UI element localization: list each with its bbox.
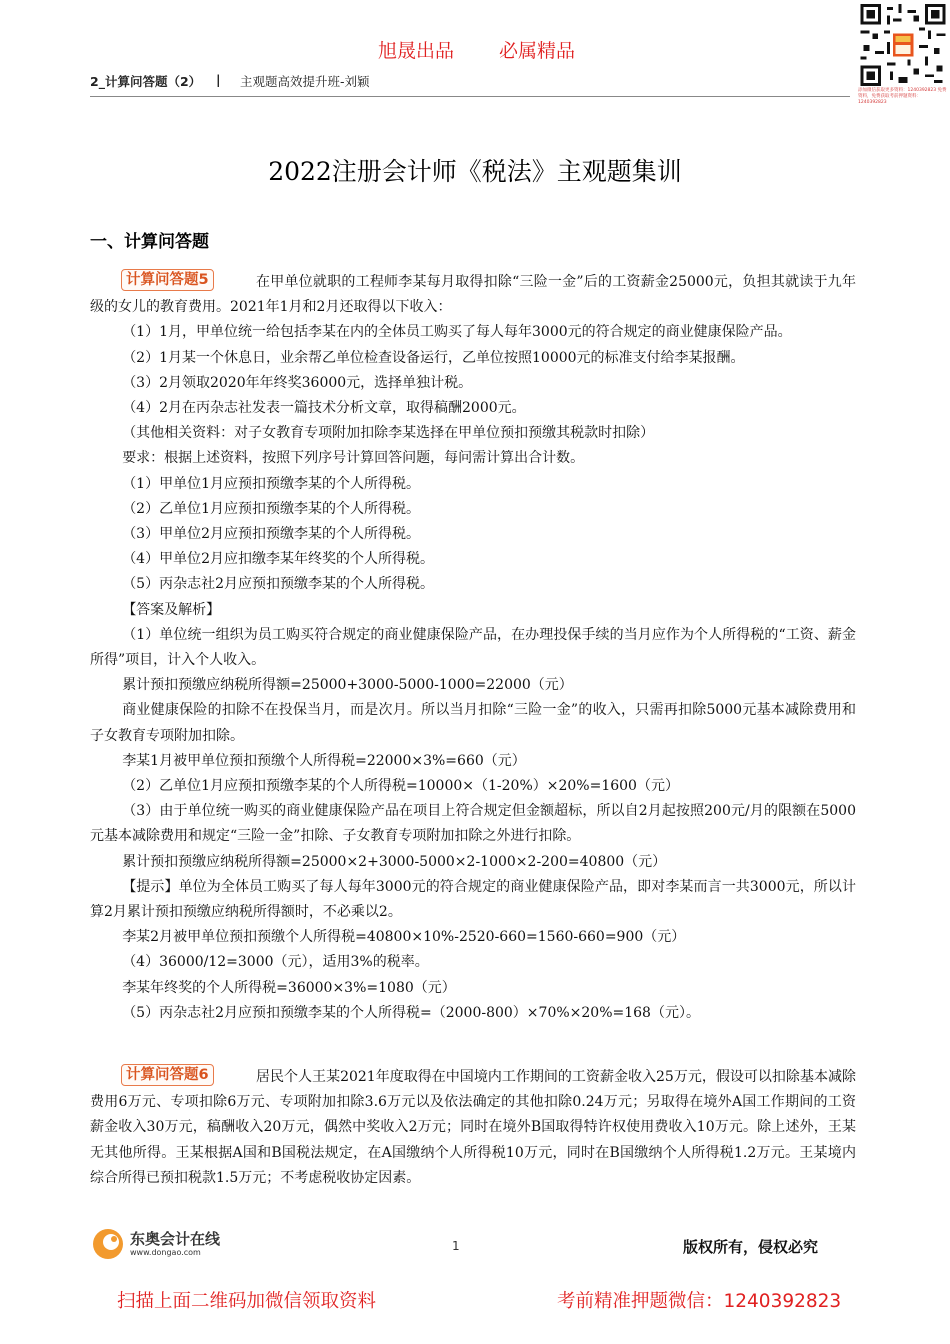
question-5-ask: （2）乙单位1月应预扣预缴李某的个人所得税。 <box>122 500 421 517</box>
question-5-item: （3）2月领取2020年年终奖36000元，选择单独计税。 <box>122 374 473 391</box>
question-5-ask: （1）甲单位1月应预扣预缴李某的个人所得税。 <box>122 475 421 492</box>
question-5-ask: （3）甲单位2月应预扣预缴李某的个人所得税。 <box>122 526 421 543</box>
section-title: 一、计算问答题 <box>90 232 209 252</box>
answer-paragraph: 李某2月被甲单位预扣预缴个人所得税=40800×10%-2520-660=1560-660=900（元） <box>122 929 686 946</box>
header-course: 主观题高效提升班-刘颖 <box>240 74 370 89</box>
question-5-body <box>90 270 856 1026</box>
question-6-badge: 计算问答题6 <box>121 1064 214 1086</box>
answer-paragraph: （1）单位统一组织为员工购买符合规定的商业健康保险产品，在办理投保手续的当月应作为个人所得税的“工资、薪金所得”项目，计入个人收入。 <box>90 626 856 669</box>
question-5-item: （1）1月，甲单位统一给包括李某在内的全体员工购买了每人每年3000元的符合规定的商业健康保险产品。 <box>122 324 792 341</box>
answer-paragraph: （5）丙杂志社2月应预扣预缴李某的个人所得税=（2000-800）×70%×20%=168（元）。 <box>122 1004 700 1021</box>
question-5-badge: 计算问答题5 <box>121 269 214 291</box>
question-5-ask: （4）甲单位2月应扣缴李某年终奖的个人所得税。 <box>122 551 435 568</box>
answer-paragraph: 累计预扣预缴应纳税所得额=25000+3000-5000-1000=22000（元） <box>122 677 573 694</box>
page-number: 1 <box>452 1239 460 1253</box>
question-5-note: （其他相关资料：对子女教育专项附加扣除李某选择在甲单位预扣预缴其税款时扣除） <box>122 425 655 442</box>
question-5-item: （4）2月在丙杂志社发表一篇技术分析文章，取得稿酬2000元。 <box>122 400 526 417</box>
question-5-intro: 在甲单位就职的工程师李某每月取得扣除“三险一金”后的工资薪金25000元，负担其就读于九年级的女儿的教育费用。2021年1月和2月还取得以下收入： <box>90 274 856 316</box>
banner-right: 必属精品 <box>499 40 576 62</box>
answer-paragraph: （2）乙单位1月应预扣预缴李某的个人所得税=10000×（1-20%）×20%=1600（元） <box>122 778 679 795</box>
answer-heading: 【答案及解析】 <box>122 601 221 618</box>
header-chapter: 2_计算问答题（2） <box>90 74 202 89</box>
qr-code-icon[interactable] <box>860 4 946 86</box>
answer-paragraph: 李某年终奖的个人所得税=36000×3%=1080（元） <box>122 979 456 996</box>
question-5-ask: （5）丙杂志社2月应预扣预缴李某的个人所得税。 <box>122 576 435 593</box>
logo-url[interactable]: www.dongao.com <box>130 1248 201 1257</box>
header-separator: | <box>216 72 221 87</box>
promo-right: 考前精准押题微信：1240392823 <box>557 1291 842 1312</box>
question-5-item: （2）1月某一个休息日，业余帮乙单位检查设备运行，乙单位按照10000元的标准支付给李某报酬。 <box>122 349 745 366</box>
document-title: 2022注册会计师《税法》主观题集训 <box>268 157 682 186</box>
copyright-notice: 版权所有，侵权必究 <box>683 1238 819 1256</box>
answer-paragraph: （4）36000/12=3000（元），适用3%的税率。 <box>122 954 429 971</box>
qr-caption: 添加微信获取更多资料：1240392823 免费资料，免费获取考前押题资料：1240392823 <box>858 88 947 105</box>
question-6-intro: 居民个人王某2021年度取得在中国境内工作期间的工资薪金收入25万元，假设可以扣除基本减除费用6万元、专项扣除6万元、专项附加扣除3.6万元以及依法确定的其他扣除0.24万元；另取得在境外A国工作期间的工资薪金收入30万元，稿酬收入20万元，偶然中奖收入2万元；同时在境外B国取得特许权使用费收入10万元。除上述外，王某无其他所得。王某根据A国和B国税法规定，在A国缴纳个人所得税10万元，同时在B国缴纳个人所得税1.2万元。王某境内综合所得已预扣税款1.5万元；不考虑税收协定因素。 <box>90 1069 856 1186</box>
promo-left: 扫描上面二维码加微信领取资料 <box>117 1291 377 1312</box>
answer-tip: 【提示】单位为全体员工购买了每人每年3000元的符合规定的商业健康保险产品，即对李某而言一共3000元，所以计算2月累计预扣预缴应纳税所得额时，不必乘以2。 <box>90 878 856 921</box>
banner-left: 旭晟出品 <box>378 40 455 62</box>
question-5-requirement: 要求：根据上述资料，按照下列序号计算回答问题，每问需计算出合计数。 <box>122 450 585 467</box>
question-6-body <box>90 1065 856 1191</box>
answer-paragraph: 商业健康保险的扣除不在投保当月，而是次月。所以当月扣除“三险一金”的收入，只需再扣除5000元基本减除费用和子女教育专项附加扣除。 <box>90 702 856 744</box>
answer-paragraph: 李某1月被甲单位预扣预缴个人所得税=22000×3%=660（元） <box>122 752 526 769</box>
answer-paragraph: （3）由于单位统一购买的商业健康保险产品在项目上符合规定但金额超标，所以自2月起按照200元/月的限额在5000元基本减除费用和规定“三险一金”扣除、子女教育专项附加扣除之外进行扣除。 <box>90 803 856 845</box>
logo-name: 东奥会计在线 <box>130 1230 221 1248</box>
header-rule <box>90 96 850 97</box>
answer-paragraph: 累计预扣预缴应纳税所得额=25000×2+3000-5000×2-1000×2-200=40800（元） <box>122 853 667 870</box>
